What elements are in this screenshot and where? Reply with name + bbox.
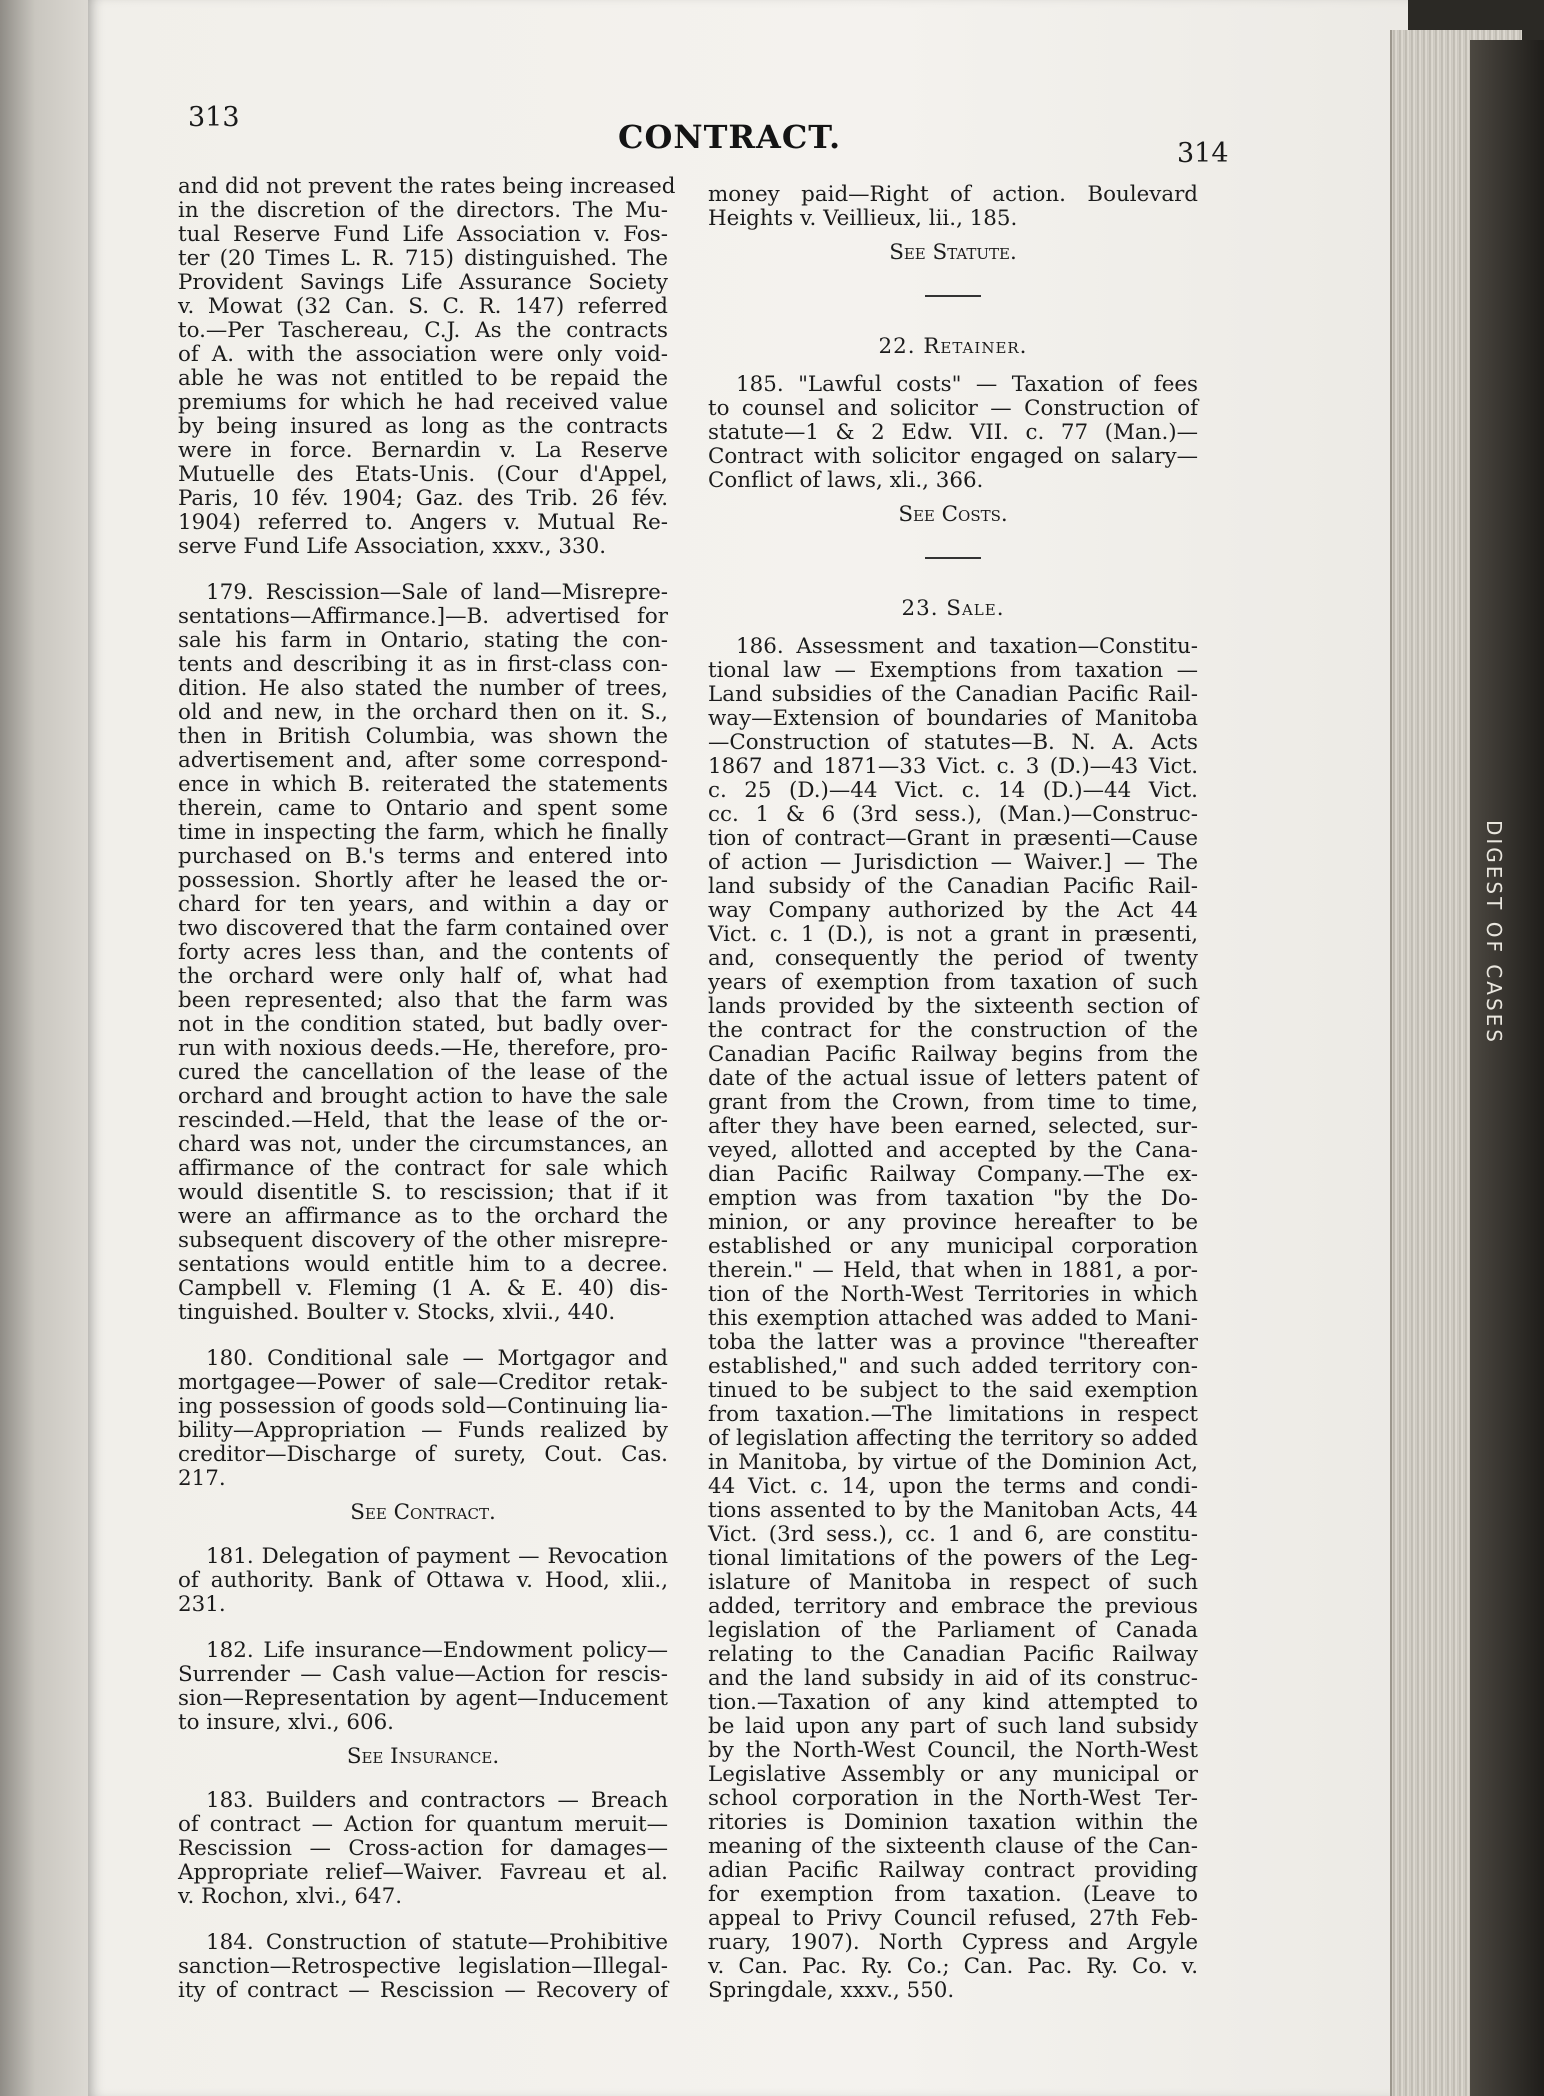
- text-line: were in force. Bernardin v. La Reserve: [178, 438, 668, 463]
- text-line: cured the cancellation of the lease of the: [178, 1060, 668, 1085]
- text-line: ing possession of goods sold—Continuing lia-: [178, 1394, 668, 1419]
- text-line: statute—1 & 2 Edw. VII. c. 77 (Man.)—: [708, 420, 1198, 445]
- text-line: purchased on B.'s terms and entered into: [178, 844, 668, 869]
- text-line: time in inspecting the farm, which he finally: [178, 820, 668, 845]
- text-line: of contract — Action for quantum meruit—: [178, 1812, 668, 1837]
- text-line: lands provided by the sixteenth section of: [708, 994, 1198, 1019]
- text-line: Provident Savings Life Assurance Society: [178, 270, 668, 295]
- text-line: date of the actual issue of letters patent of: [708, 1066, 1198, 1091]
- text-line: not in the condition stated, but badly over-: [178, 1012, 668, 1037]
- text-line: of action — Jurisdiction — Waiver.] — The: [708, 850, 1198, 875]
- text-line: of authority. Bank of Ottawa v. Hood, xlii.,: [178, 1568, 668, 1593]
- text-line: Canadian Pacific Railway begins from the: [708, 1042, 1198, 1067]
- text-line: Legislative Assembly or any municipal or: [708, 1762, 1198, 1787]
- text-line: tual Reserve Fund Life Association v. Fos-: [178, 222, 668, 247]
- text-line: Mutuelle des Etats-Unis. (Cour d'Appel,: [178, 462, 668, 487]
- left-column: [178, 174, 676, 2013]
- running-title: CONTRACT.: [618, 118, 842, 156]
- text-line: minion, or any province hereafter to be: [708, 1210, 1198, 1235]
- entry-184: [178, 1931, 668, 2003]
- text-line: advertisement and, after some correspond-: [178, 748, 668, 773]
- text-line: ence in which B. reiterated the statements: [178, 772, 668, 797]
- text-line: Conflict of laws, xli., 366.: [708, 468, 984, 493]
- text-line: v. Mowat (32 Can. S. C. R. 147) referred: [178, 294, 668, 319]
- text-line: forty acres less than, and the contents of: [178, 940, 668, 965]
- text-line: 231.: [178, 1592, 226, 1617]
- entry-185: [708, 373, 1198, 493]
- text-line: in Manitoba, by virtue of the Dominion Act,: [708, 1450, 1198, 1475]
- text-line: to counsel and solicitor — Construction of: [708, 396, 1198, 421]
- text-line: veyed, allotted and accepted by the Cana-: [708, 1138, 1198, 1163]
- entry-183: [178, 1789, 668, 1909]
- text-line: money paid—Right of action. Boulevard: [708, 182, 1198, 207]
- page-number-left: 313: [188, 102, 240, 133]
- text-line: possession. Shortly after he leased the or-: [178, 868, 668, 893]
- text-line: 180. Conditional sale — Mortgagor and: [206, 1346, 668, 1371]
- text-line: 181. Delegation of payment — Revocation: [206, 1544, 668, 1569]
- text-line: by being insured as long as the contracts: [178, 414, 668, 439]
- entry-179: [178, 581, 668, 1325]
- text-line: 184. Construction of statute—Prohibitive: [206, 1930, 668, 1955]
- text-line: mortgagee—Power of sale—Creditor retak-: [178, 1370, 668, 1395]
- text-line: chard for ten years, and within a day or: [178, 892, 668, 917]
- text-line: serve Fund Life Association, xxxv., 330.: [178, 534, 607, 559]
- text-line: adian Pacific Railway contract providing: [708, 1858, 1198, 1883]
- text-line: v. Can. Pac. Ry. Co.; Can. Pac. Ry. Co. v.: [708, 1954, 1198, 1979]
- text-line: 1867 and 1871—33 Vict. c. 3 (D.)—43 Vict.: [708, 754, 1198, 779]
- text-line: years of exemption from taxation of such: [708, 970, 1198, 995]
- text-line: 182. Life insurance—Endowment policy—: [206, 1638, 668, 1663]
- text-line: land subsidy of the Canadian Pacific Rail-: [708, 874, 1198, 899]
- text-line: orchard and brought action to have the sale: [178, 1084, 668, 1109]
- text-line: dition. He also stated the number of trees,: [178, 676, 668, 701]
- text-line: —Construction of statutes—B. N. A. Acts: [708, 730, 1198, 755]
- text-line: tional limitations of the powers of the Leg-: [708, 1546, 1198, 1571]
- text-line: for exemption from taxation. (Leave to: [708, 1882, 1198, 1907]
- text-line: 185. "Lawful costs" — Taxation of fees: [736, 372, 1198, 397]
- text-line: Land subsidies of the Canadian Pacific Rail-: [708, 682, 1198, 707]
- text-line: affirmance of the contract for sale which: [178, 1156, 668, 1181]
- text-line: established," and such added territory con-: [708, 1354, 1198, 1379]
- text-line: were an affirmance as to the orchard the: [178, 1204, 668, 1229]
- text-line: of legislation affecting the territory so added: [708, 1426, 1198, 1451]
- text-line: tional law — Exemptions from taxation —: [708, 658, 1198, 683]
- text-line: established or any municipal corporation: [708, 1234, 1198, 1259]
- text-line: Surrender — Cash value—Action for rescis-: [178, 1662, 668, 1687]
- text-line: grant from the Crown, from time to time,: [708, 1090, 1198, 1115]
- text-line: Vict. c. 1 (D.), is not a grant in præsenti,: [708, 922, 1198, 947]
- text-line: old and new, in the orchard then on it. S.,: [178, 700, 668, 725]
- text-line: premiums for which he had received value: [178, 390, 668, 415]
- text-line: Vict. (3rd sess.), cc. 1 and 6, are constitu-: [708, 1522, 1198, 1547]
- text-line: bility—Appropriation — Funds realized by: [178, 1418, 668, 1443]
- text-line: to insure, xlvi., 606.: [178, 1710, 394, 1735]
- text-line: Contract with solicitor engaged on salary—: [708, 444, 1198, 469]
- text-line: sentations would entitle him to a decree.: [178, 1252, 668, 1277]
- text-line: two discovered that the farm contained over: [178, 916, 668, 941]
- text-line: Paris, 10 fév. 1904; Gaz. des Trib. 26 fév.: [178, 486, 668, 511]
- right-column: [708, 183, 1198, 2013]
- text-line: added, territory and embrace the previous: [708, 1594, 1198, 1619]
- text-line: legislation of the Parliament of Canada: [708, 1618, 1198, 1643]
- entry-181: [178, 1545, 668, 1617]
- text-line: way Company authorized by the Act 44: [708, 898, 1198, 923]
- text-line: tents and describing it as in first-class con-: [178, 652, 668, 677]
- text-line: Rescission — Cross-action for damages—: [178, 1836, 668, 1861]
- page-number-right: 314: [1177, 138, 1229, 169]
- text-line: school corporation in the North-West Ter-: [708, 1786, 1198, 1811]
- text-line: appeal to Privy Council refused, 27th Feb-: [708, 1906, 1198, 1931]
- text-line: emption was from taxation "by the Do-: [708, 1186, 1198, 1211]
- text-line: ritories is Dominion taxation within the: [708, 1810, 1198, 1835]
- text-line: Heights v. Veillieux, lii., 185.: [708, 206, 1018, 231]
- text-line: been represented; also that the farm was: [178, 988, 668, 1013]
- entry-182: [178, 1639, 668, 1735]
- text-line: 179. Rescission—Sale of land—Misrepre-: [206, 580, 668, 605]
- text-line: tions assented to by the Manitoban Acts, 44: [708, 1498, 1198, 1523]
- text-line: ruary, 1907). North Cypress and Argyle: [708, 1930, 1198, 1955]
- text-line: relating to the Canadian Pacific Railway: [708, 1642, 1198, 1667]
- text-line: therein, came to Ontario and spent some: [178, 796, 668, 821]
- text-line: therein." — Held, that when in 1881, a por-: [708, 1258, 1198, 1283]
- section-divider: [925, 295, 981, 297]
- spine-label: DIGEST OF CASES: [1482, 820, 1506, 1045]
- see-insurance: See Insurance.: [346, 1744, 500, 1769]
- text-line: sale his farm in Ontario, stating the con-: [178, 628, 668, 653]
- section-heading-retainer: 22. Retainer.: [878, 334, 1028, 359]
- see-statute: See Statute.: [889, 240, 1017, 265]
- text-line: sentations—Affirmance.]—B. advertised for: [178, 604, 668, 629]
- section-heading-sale: 23. Sale.: [901, 596, 1005, 621]
- text-line: 186. Assessment and taxation—Constitu-: [736, 634, 1198, 659]
- text-line: to.—Per Taschereau, C.J. As the contracts: [178, 318, 668, 343]
- text-line: toba the latter was a province "thereafter: [708, 1330, 1198, 1355]
- entry-continued-left: [178, 174, 676, 559]
- text-line: chard was not, under the circumstances, an: [178, 1132, 668, 1157]
- text-line: of A. with the association were only void-: [178, 342, 668, 367]
- text-line: sion—Representation by agent—Inducement: [178, 1686, 668, 1711]
- text-line: sanction—Retrospective legislation—Illegal-: [178, 1954, 668, 1979]
- see-contract: See Contract.: [350, 1500, 496, 1525]
- entry-184-continued: [708, 183, 1198, 231]
- text-line: after they have been earned, selected, sur-: [708, 1114, 1198, 1139]
- text-line: cc. 1 & 6 (3rd sess.), (Man.)—Construc-: [708, 802, 1198, 827]
- text-line: dian Pacific Railway Company.—The ex-: [708, 1162, 1198, 1187]
- text-line: tion of the North-West Territories in which: [708, 1282, 1198, 1307]
- entry-180: [178, 1347, 668, 1491]
- see-costs: See Costs.: [898, 502, 1008, 527]
- text-line: tion.—Taxation of any kind attempted to: [708, 1690, 1198, 1715]
- entry-186: [708, 635, 1198, 2003]
- text-line: by the North-West Council, the North-West: [708, 1738, 1198, 1763]
- facing-page-edge: [0, 0, 88, 2096]
- text-line: c. 25 (D.)—44 Vict. c. 14 (D.)—44 Vict.: [708, 778, 1198, 803]
- text-line: Appropriate relief—Waiver. Favreau et al.: [178, 1860, 668, 1885]
- text-line: ter (20 Times L. R. 715) distinguished. The: [178, 246, 668, 271]
- text-line: and, consequently the period of twenty: [708, 946, 1198, 971]
- text-line: and the land subsidy in aid of its construc-: [708, 1666, 1198, 1691]
- text-line: from taxation.—The limitations in respect: [708, 1402, 1198, 1427]
- text-line: this exemption attached was added to Mani-: [708, 1306, 1198, 1331]
- text-line: ity of contract — Rescission — Recovery of: [178, 1978, 668, 2003]
- text-line: Campbell v. Fleming (1 A. & E. 40) dis-: [178, 1276, 668, 1301]
- text-line: and did not prevent the rates being increased: [178, 174, 676, 199]
- text-line: the orchard were only half of, what had: [178, 964, 668, 989]
- text-line: in the discretion of the directors. The Mu-: [178, 198, 668, 223]
- text-line: run with noxious deeds.—He, therefore, pro-: [178, 1036, 668, 1061]
- text-line: creditor—Discharge of surety, Cout. Cas.: [178, 1442, 668, 1467]
- text-line: subsequent discovery of the other misrepre-: [178, 1228, 668, 1253]
- text-line: the contract for the construction of the: [708, 1018, 1198, 1043]
- text-line: then in British Columbia, was shown the: [178, 724, 668, 749]
- text-line: way—Extension of boundaries of Manitoba: [708, 706, 1198, 731]
- text-line: meaning of the sixteenth clause of the Can-: [708, 1834, 1198, 1859]
- text-line: islature of Manitoba in respect of such: [708, 1570, 1198, 1595]
- text-line: v. Rochon, xlvi., 647.: [178, 1884, 402, 1909]
- text-line: tion of contract—Grant in præsenti—Cause: [708, 826, 1198, 851]
- section-divider: [925, 557, 981, 559]
- text-line: 217.: [178, 1466, 226, 1491]
- text-line: able he was not entitled to be repaid the: [178, 366, 668, 391]
- text-line: Springdale, xxxv., 550.: [708, 1978, 955, 2003]
- text-line: 44 Vict. c. 14, upon the terms and condi-: [708, 1474, 1198, 1499]
- text-line: 1904) referred to. Angers v. Mutual Re-: [178, 510, 668, 535]
- text-line: 183. Builders and contractors — Breach: [206, 1788, 668, 1813]
- text-line: tinguished. Boulter v. Stocks, xlvii., 440.: [178, 1300, 616, 1325]
- text-line: rescinded.—Held, that the lease of the or-: [178, 1108, 668, 1133]
- text-line: would disentitle S. to rescission; that if it: [178, 1180, 668, 1205]
- text-line: be laid upon any part of such land subsidy: [708, 1714, 1198, 1739]
- text-line: tinued to be subject to the said exemption: [708, 1378, 1198, 1403]
